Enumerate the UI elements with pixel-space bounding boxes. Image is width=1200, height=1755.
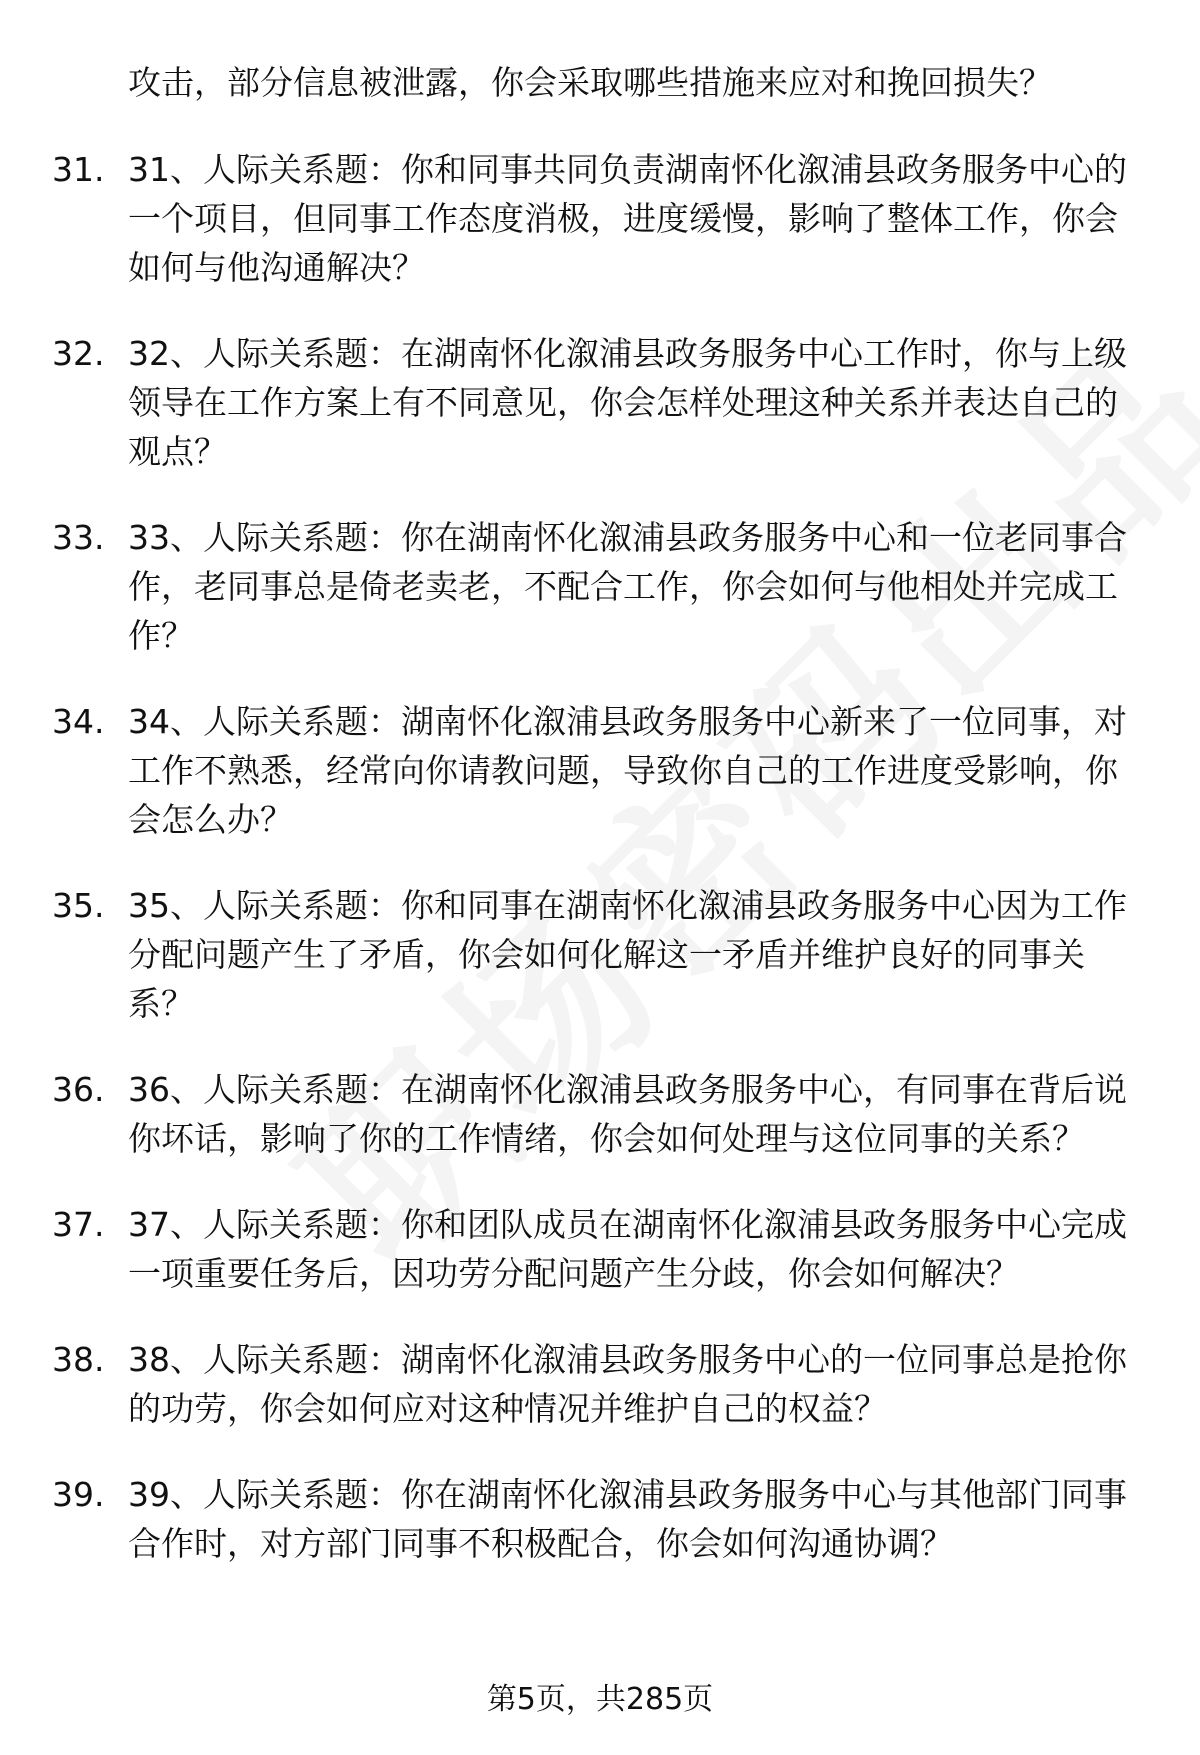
question-item	[0, 1200, 1200, 1298]
question-text: 34、人际关系题：湖南怀化溆浦县政务服务中心新来了一位同事，对工作不熟悉，经常向你请教问题，导致你自己的工作进度受影响，你会怎么办？	[128, 702, 1127, 839]
question-text: 35、人际关系题：你和同事在湖南怀化溆浦县政务服务中心因为工作分配问题产生了矛盾，你会如何化解这一矛盾并维护良好的同事关系？	[128, 886, 1127, 1023]
question-text: 31、人际关系题：你和同事共同负责湖南怀化溆浦县政务服务中心的一个项目，但同事工作态度消极，进度缓慢，影响了整体工作，你会如何与他沟通解决？	[128, 150, 1127, 287]
question-text: 33、人际关系题：你在湖南怀化溆浦县政务服务中心和一位老同事合作，老同事总是倚老卖老，不配合工作，你会如何与他相处并完成工作？	[128, 518, 1127, 655]
question-number: 38.	[52, 1340, 105, 1379]
question-text: 38、人际关系题：湖南怀化溆浦县政务服务中心的一位同事总是抢你的功劳，你会如何应对这种情况并维护自己的权益？	[128, 1340, 1127, 1428]
question-item	[0, 145, 1200, 292]
question-item	[0, 329, 1200, 476]
question-list	[0, 58, 1200, 1605]
question-item	[0, 697, 1200, 844]
question-number: 31.	[52, 150, 105, 189]
question-text: 32、人际关系题：在湖南怀化溆浦县政务服务中心工作时，你与上级领导在工作方案上有不同意见，你会怎样处理这种关系并表达自己的观点？	[128, 334, 1127, 471]
question-item	[0, 1335, 1200, 1433]
question-item	[0, 1065, 1200, 1163]
question-item	[0, 1470, 1200, 1568]
page-footer: 第5页，共285页	[486, 1682, 714, 1717]
question-item	[0, 513, 1200, 660]
question-text: 36、人际关系题：在湖南怀化溆浦县政务服务中心，有同事在背后说你坏话，影响了你的工作情绪，你会如何处理与这位同事的关系？	[128, 1070, 1127, 1158]
question-text: 37、人际关系题：你和团队成员在湖南怀化溆浦县政务服务中心完成一项重要任务后，因功劳分配问题产生分歧，你会如何解决？	[128, 1205, 1127, 1293]
continuation-text: 攻击，部分信息被泄露，你会采取哪些措施来应对和挽回损失？	[128, 63, 1052, 102]
question-item	[0, 881, 1200, 1028]
question-number: 35.	[52, 886, 105, 925]
question-number: 34.	[52, 702, 105, 741]
question-number: 36.	[52, 1070, 105, 1109]
question-number: 32.	[52, 334, 105, 373]
question-number: 33.	[52, 518, 105, 557]
question-number: 37.	[52, 1205, 105, 1244]
question-text: 39、人际关系题：你在湖南怀化溆浦县政务服务中心与其他部门同事合作时，对方部门同事不积极配合，你会如何沟通协调？	[128, 1475, 1127, 1563]
question-number: 39.	[52, 1475, 105, 1514]
